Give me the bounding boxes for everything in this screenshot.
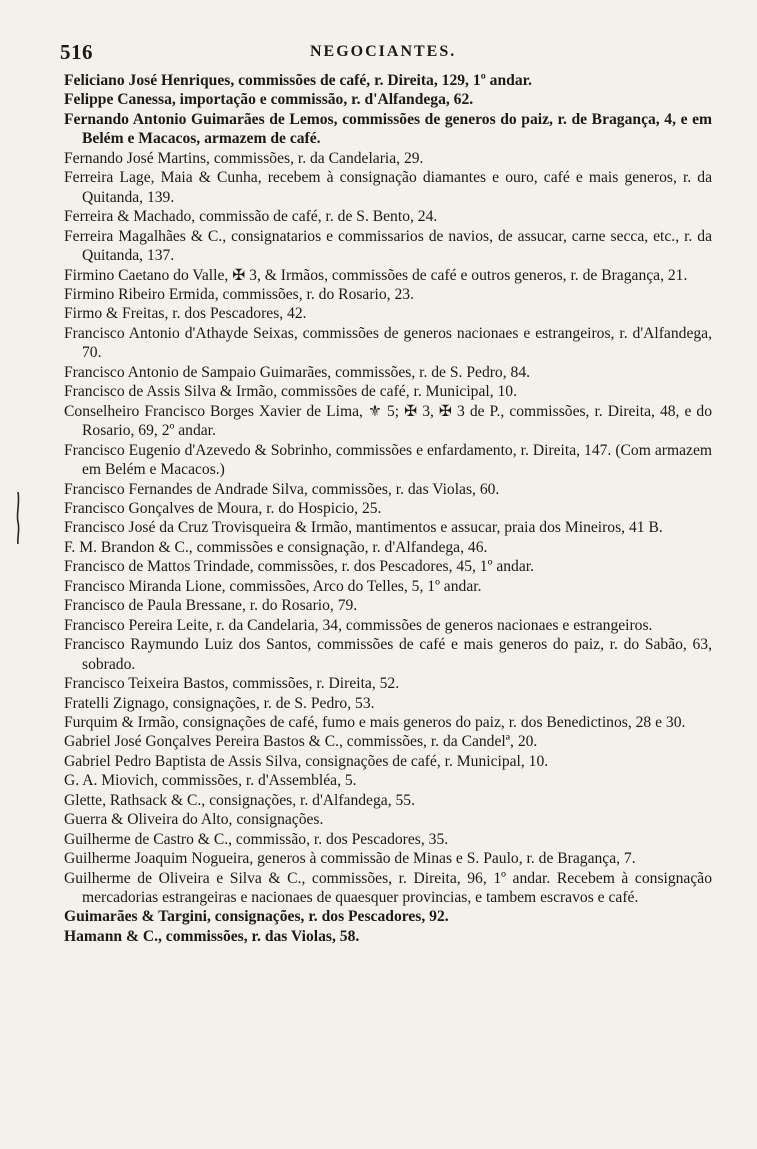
directory-entry: Firmino Caetano do Valle, ✠ 3, & Irmãos, commissões de café e outros generos, r. de Bragança, 21. xyxy=(64,266,688,284)
directory-entry: Francisco Antonio de Sampaio Guimarães, commissões, r. de S. Pedro, 84. xyxy=(64,363,531,381)
page-number: 516 xyxy=(60,40,93,64)
directory-entry: Guilherme Joaquim Nogueira, generos à commissão de Minas e S. Paulo, r. de Bragança, 7. xyxy=(64,850,636,868)
directory-entry: G. A. Miovich, commissões, r. d'Assembléa, 5. xyxy=(64,772,357,790)
directory-entry: Guilherme de Oliveira e Silva & C., commissões, r. Direita, 96, 1º andar. Recebem à consignação mercadorias estrangeiras e nacionaes de quaesquer provincias, e tambem escravos e café. xyxy=(64,869,712,907)
running-title: NEGOCIANTES. xyxy=(310,43,457,60)
margin-ink-mark xyxy=(14,492,22,544)
directory-entry: Francisco Eugenio d'Azevedo & Sobrinho, commissões e enfardamento, r. Direita, 147. (Com armazem em Belém e Macacos.) xyxy=(64,441,712,479)
directory-entry: Ferreira & Machado, commissão de café, r. de S. Bento, 24. xyxy=(64,208,438,226)
directory-entry: Furquim & Irmão, consignações de café, fumo e mais generos do paiz, r. dos Benedictinos, 28 e 30. xyxy=(64,713,686,731)
directory-entry: Francisco Antonio d'Athayde Seixas, commissões de generos nacionaes e estrangeiros, r. d'Alfandega, 70. xyxy=(64,324,712,362)
directory-entry: Felippe Canessa, importação e commissão, r. d'Alfandega, 62. xyxy=(64,91,474,109)
directory-entry: Fernando Antonio Guimarães de Lemos, commissões de generos do paiz, r. de Bragança, 4, e em Belém e Macacos, armazem de café. xyxy=(64,110,712,148)
directory-entry: F. M. Brandon & C., commissões e consignação, r. d'Alfandega, 46. xyxy=(64,538,488,556)
directory-entry: Guimarães & Targini, consignações, r. dos Pescadores, 92. xyxy=(64,908,449,926)
directory-entry: Francisco de Mattos Trindade, commissões, r. dos Pescadores, 45, 1º andar. xyxy=(64,558,534,576)
directory-entry: Hamann & C., commissões, r. das Violas, 58. xyxy=(64,927,360,945)
directory-entry: Francisco Raymundo Luiz dos Santos, commissões de café e mais generos do paiz, r. do Sabão, 63, sobrado. xyxy=(64,636,712,673)
directory-entry: Francisco Fernandes de Andrade Silva, commissões, r. das Violas, 60. xyxy=(64,480,500,498)
directory-entry: Feliciano José Henriques, commissões de café, r. Direita, 129, 1º andar. xyxy=(64,72,533,89)
directory-entry: Francisco Pereira Leite, r. da Candelaria, 34, commissões de generos nacionaes e estrangeiros. xyxy=(64,616,653,634)
directory-entry: Francisco José da Cruz Trovisqueira & Irmão, mantimentos e assucar, praia dos Mineiros, 41 B. xyxy=(64,519,663,537)
page-header xyxy=(60,40,710,68)
directory-entry: Francisco Teixeira Bastos, commissões, r. Direita, 52. xyxy=(64,675,400,693)
directory-entry: Guerra & Oliveira do Alto, consignações. xyxy=(64,811,324,829)
directory-entry: Francisco Gonçalves de Moura, r. do Hospicio, 25. xyxy=(64,499,382,517)
directory-entry: Gabriel José Gonçalves Pereira Bastos & C., commissões, r. da Candelª, 20. xyxy=(64,733,538,751)
directory-entry: Francisco Miranda Lione, commissões, Arco do Telles, 5, 1º andar. xyxy=(64,577,482,595)
directory-entry: Firmo & Freitas, r. dos Pescadores, 42. xyxy=(64,305,307,323)
directory-entry: Fratelli Zignago, consignações, r. de S. Pedro, 53. xyxy=(64,694,375,712)
directory-entry: Gabriel Pedro Baptista de Assis Silva, consignações de café, r. Municipal, 10. xyxy=(64,752,549,770)
directory-entry: Ferreira Magalhães & C., consignatarios e commissarios de navios, de assucar, carne secca, etc., r. da Quitanda, 137. xyxy=(64,227,712,265)
directory-entry: Fernando José Martins, commissões, r. da Candelaria, 29. xyxy=(64,149,424,167)
directory-entry: Francisco de Paula Bressane, r. do Rosario, 79. xyxy=(64,597,358,615)
directory-entry: Conselheiro Francisco Borges Xavier de Lima, ⚜ 5; ✠ 3, ✠ 3 de P., commissões, r. Direita, 48, e do Rosario, 69, 2º andar. xyxy=(64,402,712,440)
directory-entry: Guilherme de Castro & C., commissão, r. dos Pescadores, 35. xyxy=(64,830,449,848)
directory-entry: Glette, Rathsack & C., consignações, r. d'Alfandega, 55. xyxy=(64,791,415,809)
directory-entry: Ferreira Lage, Maia & Cunha, recebem à consignação diamantes e ouro, café e mais generos, r. da Quitanda, 139. xyxy=(64,169,712,206)
directory-entry: Francisco de Assis Silva & Irmão, commissões de café, r. Municipal, 10. xyxy=(64,383,518,401)
directory-entries xyxy=(60,71,712,946)
directory-entry: Firmino Ribeiro Ermida, commissões, r. do Rosario, 23. xyxy=(64,285,414,303)
